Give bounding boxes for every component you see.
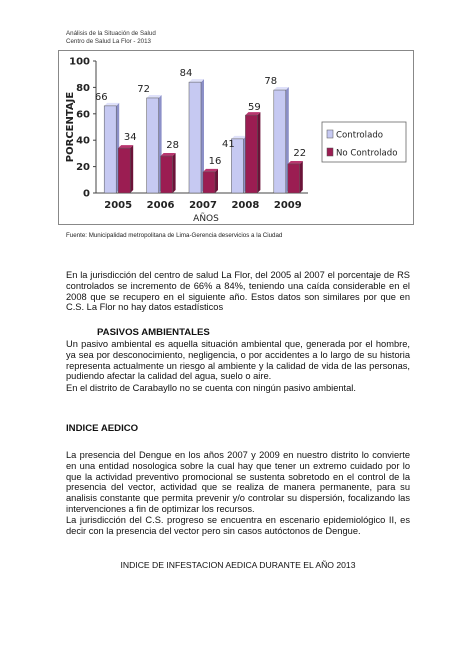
header-line-2: Centro de Salud La Flor - 2013 xyxy=(66,38,151,45)
x-tick-label: 2005 xyxy=(104,200,133,211)
legend-swatch xyxy=(327,130,333,138)
y-axis-label: PORCENTAJE xyxy=(65,91,76,163)
paragraph-escenario: La jurisdicción del C.S. progreso se encuentra en escenario epidemiológico II, es decir con la presencia del vector pero sin casos autóctonos de Dengue. xyxy=(66,515,410,536)
bar-controlado xyxy=(274,90,286,193)
x-tick-label: 2009 xyxy=(273,200,302,211)
legend-swatch xyxy=(327,148,333,156)
y-tick-label: 80 xyxy=(76,82,90,94)
header-line-1: Análisis de la Situación de Salud xyxy=(66,30,156,37)
x-tick-label: 2006 xyxy=(146,200,175,211)
section-title-indice-aedico: INDICE AEDICO xyxy=(66,423,139,434)
bar-controlado xyxy=(189,82,201,193)
bar-side xyxy=(173,153,176,193)
data-label: 34 xyxy=(123,132,137,144)
y-tick-label: 20 xyxy=(76,162,90,174)
data-label: 41 xyxy=(222,138,235,150)
bar-chart xyxy=(58,50,414,240)
data-label: 59 xyxy=(248,102,261,114)
caption-indice-infestacion: INDICE DE INFESTACION AEDICA DURANTE EL AÑO 2013 xyxy=(120,560,356,570)
bar-side xyxy=(215,169,218,193)
data-label: 78 xyxy=(264,76,278,88)
x-tick-label: 2007 xyxy=(189,200,217,211)
paragraph-carabayllo: En el distrito de Carabayllo no se cuenta con ningún pasivo ambiental. xyxy=(66,383,356,393)
bar-side xyxy=(257,112,260,193)
bar-no-controlado xyxy=(118,148,130,193)
data-label: 28 xyxy=(166,140,179,152)
bar-no-controlado xyxy=(161,156,173,193)
data-label: 16 xyxy=(208,155,222,167)
bar-no-controlado xyxy=(245,115,257,193)
data-label: 66 xyxy=(94,91,108,103)
paragraph-pasivos-ambientales: Un pasivo ambiental es aquella situación ambiental que, generada por el hombre, ya sea por desconocimiento, negligencia, o por accidentes a lo largo de su historia representa actualmente un riesgo al ambiente y la calidad de vida de las personas, pudiendo afectar la calidad del agua, suelo o aire. xyxy=(66,339,410,382)
y-tick-label: 0 xyxy=(83,188,90,200)
bar-controlado xyxy=(104,106,116,193)
y-tick-label: 100 xyxy=(69,56,90,68)
bar-no-controlado xyxy=(203,172,215,193)
data-label: 84 xyxy=(179,68,193,80)
section-title-pasivos-ambientales: PASIVOS AMBIENTALES xyxy=(97,327,210,338)
x-axis-label: AÑOS xyxy=(193,214,219,224)
chart-source: Fuente: Municipalidad metropolitana de Lima-Gerencia deservicios a la Ciudad xyxy=(66,232,283,239)
data-label: 72 xyxy=(137,83,150,95)
paragraph-rs-controlados: En la jurisdicción del centro de salud La Flor, del 2005 al 2007 el porcentaje de RS controlados se incremento de 66% a 84%, teniendo una caída considerable en el 2008 que se recupero en el siguiente año. Estos datos son similares por que en C.S. La Flor no hay datos estadísticos xyxy=(66,270,410,313)
y-tick-label: 60 xyxy=(76,109,90,121)
x-tick-label: 2008 xyxy=(231,200,260,211)
bar-side xyxy=(300,161,303,193)
y-tick-label: 40 xyxy=(76,135,90,147)
paragraph-dengue: La presencia del Dengue en los años 2007 y 2009 en nuestro distrito lo convierte en una entidad nosologica sobre la cual hay que tener un extremo cuidado por lo que la actividad preventivo promocional se sustenta sobretodo en el control de la presencia del vector, actividad que se realiza de manera permanente, para su analisis constante que permita prevenir y/o controlar su dispersión, focalizando las intervenciones a fin de optimizar los recursos. xyxy=(66,450,410,514)
bar-side xyxy=(130,145,133,193)
bar-no-controlado xyxy=(288,164,300,193)
data-label: 22 xyxy=(293,147,307,159)
legend-label: No Controlado xyxy=(336,148,398,159)
legend-label: Controlado xyxy=(336,130,384,141)
bar-controlado xyxy=(147,98,159,193)
